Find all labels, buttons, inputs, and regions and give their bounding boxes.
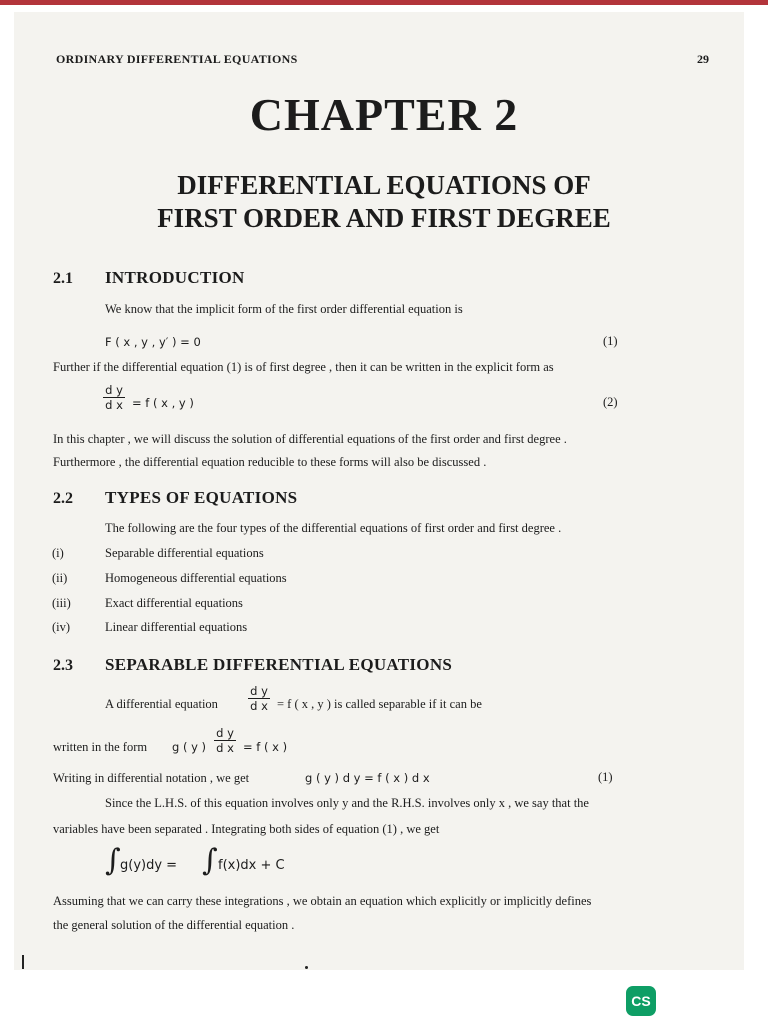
section-title-types: TYPES OF EQUATIONS xyxy=(105,488,298,507)
section-number-2-1: 2.1 xyxy=(53,270,73,287)
section-number-2-3: 2.3 xyxy=(53,657,73,674)
fraction-denominator: d x xyxy=(105,398,123,412)
fraction-dy-dx xyxy=(103,384,125,411)
intro-paragraph-3: In this chapter , we will discuss the solution of differential equations of the first order and first degree . xyxy=(53,432,567,446)
running-title: ORDINARY DIFFERENTIAL EQUATIONS xyxy=(56,52,298,66)
intro-paragraph-4: Furthermore , the differential equation reducible to these forms will also be discussed . xyxy=(53,455,487,469)
conclusion-paragraph-1: Assuming that we can carry these integrations , we obtain an equation which explicitly or implicitly defines xyxy=(53,894,592,908)
list-item: Separable differential equations xyxy=(105,546,264,560)
separated-equation: g ( y ) d y = f ( x ) d x xyxy=(305,771,430,785)
types-intro: The following are the four types of the differential equations of first order and first degree . xyxy=(105,521,562,535)
integral-left-expression: g(y)dy = xyxy=(120,858,178,873)
list-number: (i) xyxy=(52,546,64,560)
equation-number: (2) xyxy=(603,395,618,409)
top-edge-line xyxy=(0,0,768,5)
section-title-separable: SEPARABLE DIFFERENTIAL EQUATIONS xyxy=(105,655,453,674)
written-in-form-text: written in the form xyxy=(53,740,148,754)
page-number: 29 xyxy=(697,52,709,66)
list-item: Exact differential equations xyxy=(105,596,243,610)
section-number-2-2: 2.2 xyxy=(53,490,73,507)
intro-paragraph-1: We know that the implicit form of the first order differential equation is xyxy=(105,302,463,316)
separable-definition-lead: A differential equation xyxy=(105,697,218,711)
fraction-numerator: d y xyxy=(105,383,123,397)
fraction-numerator: d y xyxy=(216,726,234,740)
scan-edge-mark xyxy=(22,955,24,969)
chapter-title-line-2: FIRST ORDER AND FIRST DEGREE xyxy=(157,203,611,233)
integral-right-expression: f(x)dx + C xyxy=(218,858,285,873)
list-item: Linear differential equations xyxy=(105,620,248,634)
conclusion-paragraph-2: the general solution of the differential equation . xyxy=(53,918,295,932)
integral-sign-left: ∫ xyxy=(105,843,121,878)
list-item: Homogeneous differential equations xyxy=(105,571,287,585)
variables-paragraph-1: Since the L.H.S. of this equation involves only y and the R.H.S. involves only x , we say that the xyxy=(105,796,589,810)
equation-number: (1) xyxy=(598,770,613,784)
section-title-introduction: INTRODUCTION xyxy=(105,268,245,287)
fraction-denominator: d x xyxy=(250,699,268,713)
fraction-dy-dx xyxy=(214,727,236,754)
g-of-y: g ( y ) xyxy=(172,740,207,754)
fraction-numerator: d y xyxy=(250,684,268,698)
fraction-denominator: d x xyxy=(216,741,234,755)
camscanner-logo: CS xyxy=(626,986,656,1016)
intro-paragraph-2: Further if the differential equation (1) is of first degree , then it can be written in the explicit form as xyxy=(53,360,554,374)
f-of-x: = f ( x ) xyxy=(243,740,288,754)
chapter-heading: CHAPTER 2 xyxy=(249,89,519,140)
variables-paragraph-2: variables have been separated . Integrating both sides of equation (1) , we get xyxy=(53,822,440,836)
list-number: (ii) xyxy=(52,571,68,585)
list-number: (iii) xyxy=(52,596,71,610)
equation-implicit-form: F ( x , y , y′ ) = 0 xyxy=(105,335,201,349)
scan-dot xyxy=(305,966,308,969)
equation-explicit-rhs: = f ( x , y ) xyxy=(132,396,194,410)
equation-number: (1) xyxy=(603,334,618,348)
list-number: (iv) xyxy=(52,620,71,634)
integral-sign-right: ∫ xyxy=(202,843,218,878)
chapter-title-line-1: DIFFERENTIAL EQUATIONS OF xyxy=(177,170,591,200)
fraction-dy-dx xyxy=(248,685,270,712)
differential-notation-text: Writing in differential notation , we get xyxy=(53,771,250,785)
separable-definition-rest: = f ( x , y ) is called separable if it can be xyxy=(277,697,482,711)
